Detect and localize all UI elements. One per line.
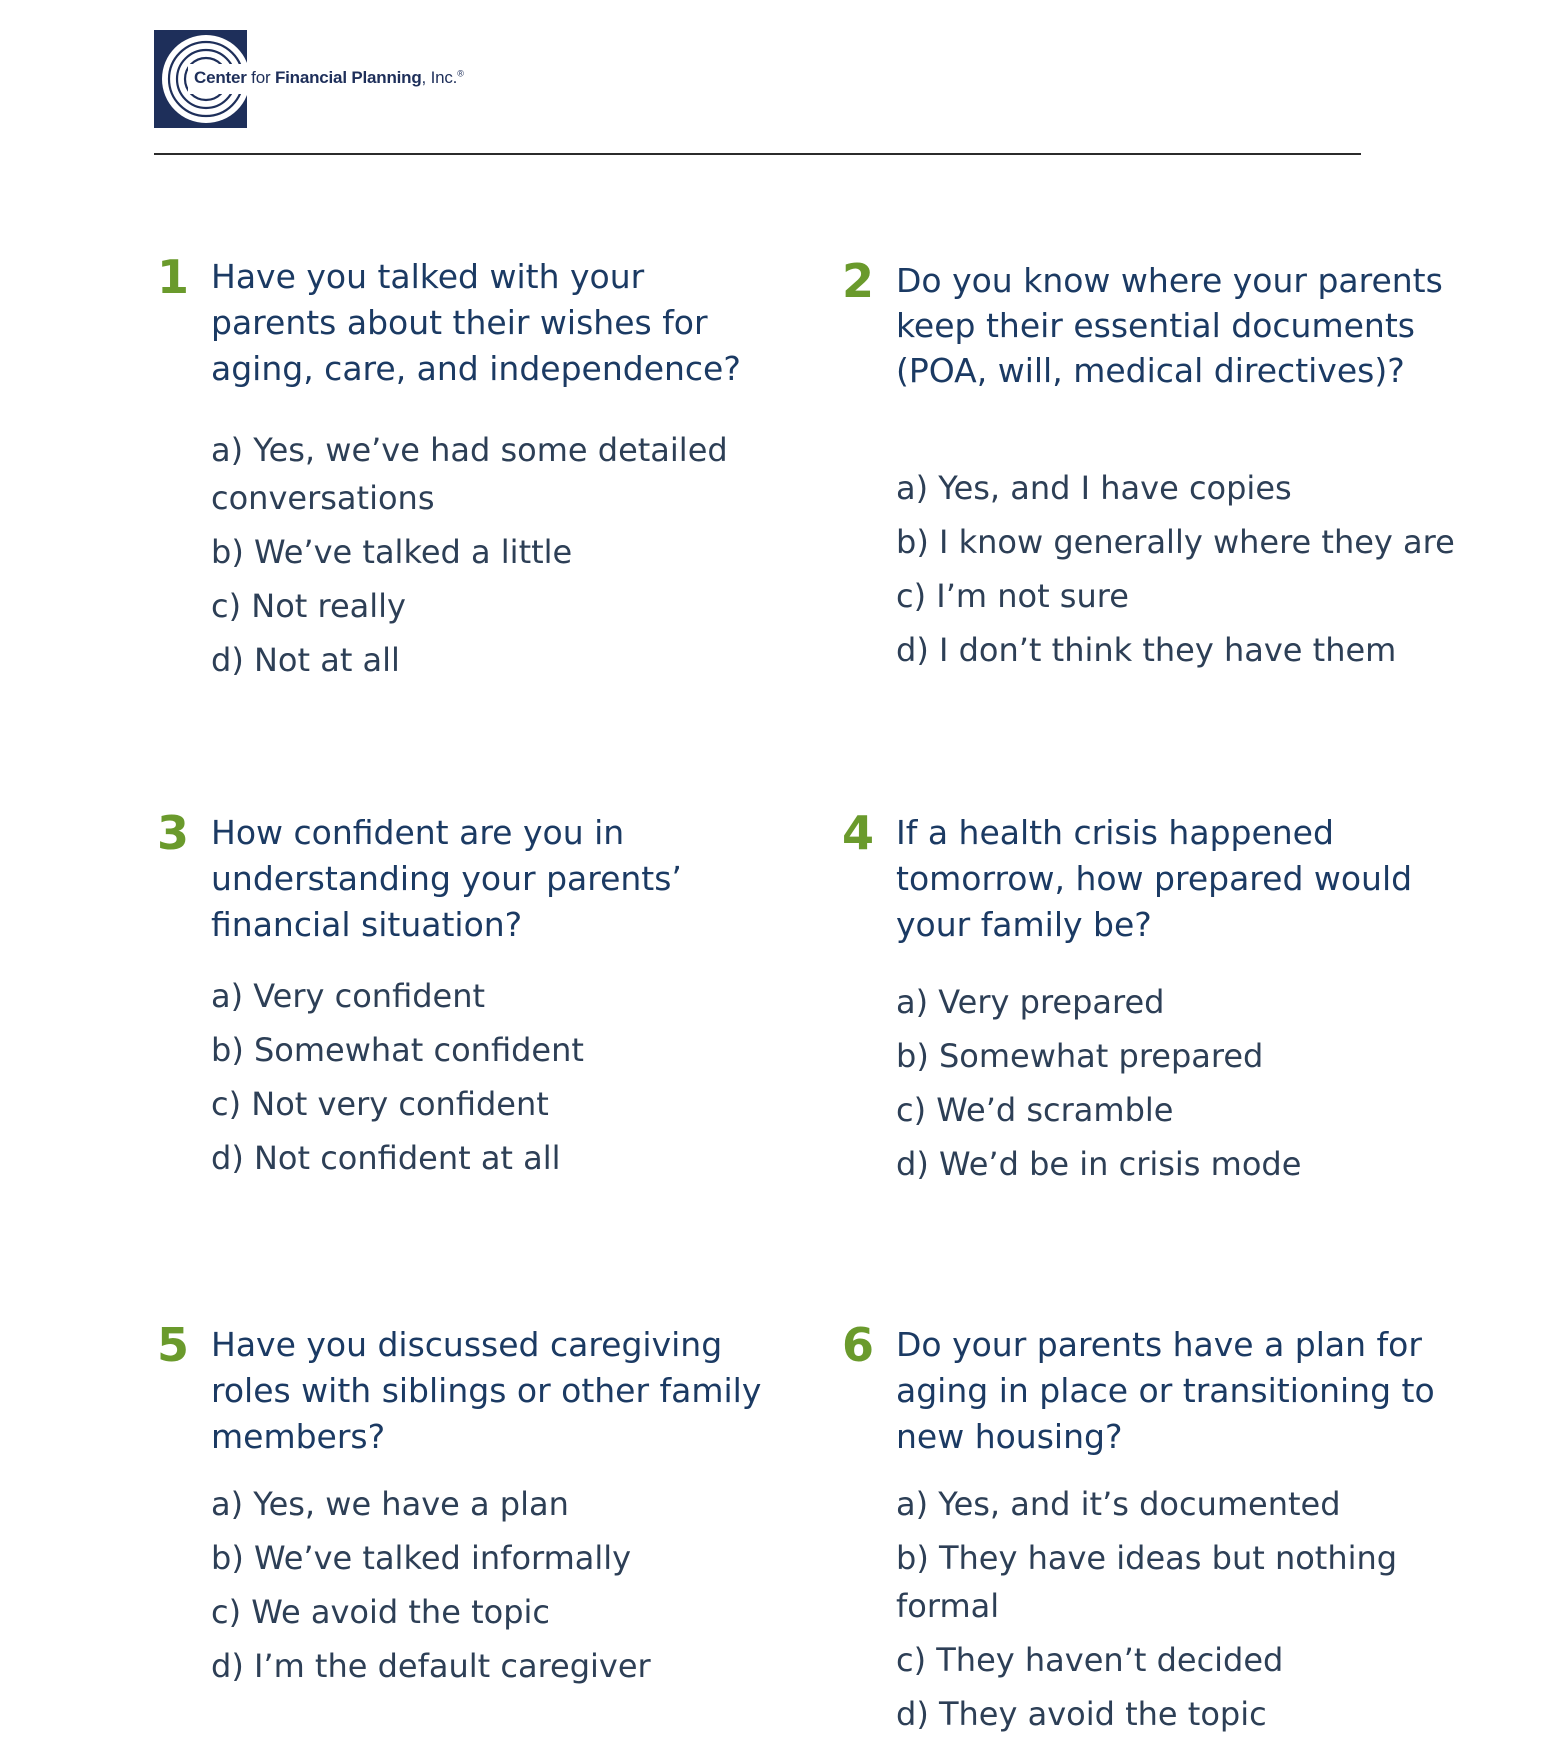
answer-option: a) Very confident: [211, 977, 486, 1015]
answer-option: d) We’d be in crisis mode: [896, 1145, 1302, 1183]
question-number: 6: [842, 1318, 875, 1372]
answer-option: c) They haven’t decided: [896, 1641, 1284, 1679]
answer-option: b) They have ideas but nothing formal: [896, 1539, 1398, 1625]
answer-options: [211, 1480, 771, 1696]
question-title: Do you know where your parents keep their essential documents (POA, will, medical directives)?: [896, 261, 1443, 390]
answer-options: [896, 978, 1456, 1194]
question-number: 2: [842, 254, 875, 308]
answer-option: d) They avoid the topic: [896, 1695, 1267, 1733]
answer-option: d) Not confident at all: [211, 1139, 561, 1177]
question-title: How confident are you in understanding your parents’ financial situation?: [211, 813, 682, 944]
page-header: [154, 30, 1361, 156]
answer-option: a) Very prepared: [896, 983, 1165, 1021]
logo-word-financial-planning: Financial Planning: [274, 68, 422, 87]
answer-option: a) Yes, and I have copies: [896, 469, 1292, 507]
company-logo: [154, 30, 464, 128]
answer-option: c) Not really: [211, 587, 406, 625]
answer-option: c) We avoid the topic: [211, 1593, 550, 1631]
question-number: 1: [157, 250, 190, 304]
answer-options: [211, 426, 771, 690]
answer-option: d) Not at all: [211, 641, 400, 679]
answer-option: c) I’m not sure: [896, 577, 1129, 615]
answer-option: b) I know generally where they are: [896, 523, 1455, 561]
answer-option: a) Yes, we’ve had some detailed conversations: [211, 431, 728, 517]
question-number: 4: [842, 806, 875, 860]
question-title: Have you discussed caregiving roles with siblings or other family members?: [211, 1325, 762, 1456]
question-number: 5: [157, 1318, 190, 1372]
answer-option: b) Somewhat prepared: [896, 1037, 1264, 1075]
logo-word-for: for: [246, 68, 275, 87]
answer-option: a) Yes, we have a plan: [211, 1485, 569, 1523]
answer-option: b) We’ve talked informally: [211, 1539, 632, 1577]
question-title: If a health crisis happened tomorrow, how prepared would your family be?: [896, 813, 1413, 944]
answer-option: b) We’ve talked a little: [211, 533, 573, 571]
logo-word-center: Center: [194, 68, 247, 87]
answer-option: b) Somewhat confident: [211, 1031, 584, 1069]
logo-word-inc: , Inc.: [421, 68, 458, 87]
answer-option: d) I don’t think they have them: [896, 631, 1397, 669]
answer-option: d) I’m the default caregiver: [211, 1647, 651, 1685]
answer-option: c) We’d scramble: [896, 1091, 1174, 1129]
question-number: 3: [157, 806, 190, 860]
question-title: Have you talked with your parents about their wishes for aging, care, and independence?: [211, 257, 741, 388]
question-title: Do your parents have a plan for aging in place or transitioning to new housing?: [896, 1325, 1435, 1456]
answer-option: a) Yes, and it’s documented: [896, 1485, 1341, 1523]
answer-option: c) Not very confident: [211, 1085, 549, 1123]
answer-options: [896, 1480, 1456, 1744]
answer-options: [896, 464, 1456, 680]
header-divider: [154, 153, 1361, 155]
logo-wordmark: [194, 68, 464, 88]
answer-options: [211, 972, 771, 1188]
logo-registered-mark: ®: [457, 68, 464, 79]
